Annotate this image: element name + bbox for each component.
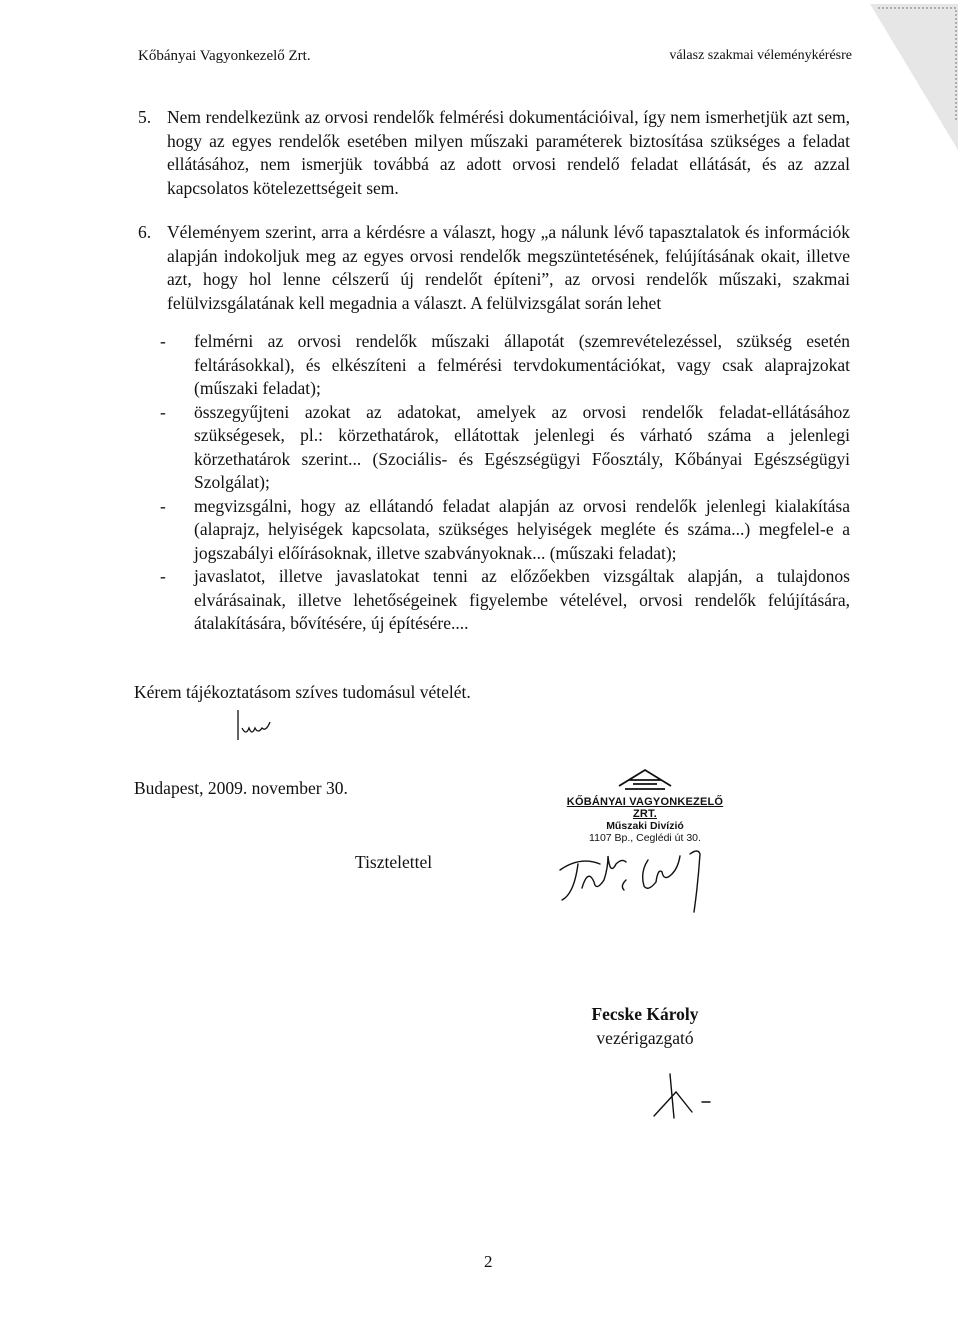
paragraph-5 [138,106,850,200]
closing-sentence: Kérem tájékoztatásom szíves tudomásul vételét. [134,682,471,702]
paragraph-6 [138,221,850,315]
stamp-department: Műszaki Divízió [606,820,684,832]
bullet-dash: - [160,566,166,586]
bullet-list [160,330,850,636]
list-item [160,330,850,401]
header-company: Kőbányai Vagyonkezelő Zrt. [138,48,311,64]
stamp-logo-icon [615,764,675,792]
header-subject: válasz szakmai véleménykérésre [669,48,852,63]
paragraph-number: 6. [138,222,152,242]
bullet-dash: - [160,331,166,351]
place-and-date: Budapest, 2009. november 30. [134,778,348,798]
list-item [160,401,850,495]
list-item [160,565,850,636]
stamp-company: KŐBÁNYAI VAGYONKEZELŐ ZRT. [566,796,724,820]
list-item [160,495,850,566]
initial-mark [640,1072,720,1122]
bullet-text: javaslatot, illetve javaslatokat tenni az előzőekben vizsgáltak alapján, a tulajdonos elvárásainak, illetve lehetőségeinek figyelembe vételével, orvosi rendelők felújítására, átalakítására, bővítésére, új építésére.... [194,566,850,633]
initials-signature [232,706,282,742]
company-stamp [565,760,725,844]
bullet-text: felmérni az orvosi rendelők műszaki állapotát (szemrevételezéssel, szükség esetén feltárásokkal), és elkészíteni a felmérési tervdokumentációkat, vagy csak alaprajzokat (műszaki feladat); [194,331,850,398]
bullet-dash: - [160,401,166,422]
bullet-text: összegyűjteni azokat az adatokat, amelyek az orvosi rendelők feladat-ellátásához szükségesek, pl.: körzethatárok, ellátottak jelenlegi és várható száma a jelenlegi körzethatárok szerint... (Szociális- és Egészségügyi Főosztály, Kőbányai Egészségügyi Szolgálat); [194,401,850,492]
bullet-dash: - [160,495,166,516]
regards-text: Tisztelettel [355,852,433,872]
paragraph-text: Nem rendelkezünk az orvosi rendelők felmérési dokumentációival, így nem ismerhetjük azt sem, hogy az egyes rendelők esetében milyen műszaki paraméterek biztosítása szükséges a feladat ellátásához, nem ismerjük továbbá az adott orvosi rendelő feladat ellátását, és az azzal kapcsolatos kötelezettségeit sem. [167,107,850,198]
stamp-address: 1107 Bp., Ceglédi út 30. [589,832,701,844]
bullet-text: megvizsgálni, hogy az ellátandó feladat alapján az orvosi rendelők jelenlegi kialakítása (alaprajz, helyiségek kapcsolata, szükséges helyiségek megléte és száma...) megfelel-e a jogszabályi előírásoknak, illetve szabványoknak... (műszaki feladat); [194,495,850,563]
signer-block [545,1002,745,1050]
signer-name: Fecske Károly [591,1004,699,1024]
signer-title: vezérigazgató [596,1028,694,1048]
handwritten-signature [552,840,732,920]
paragraph-number: 5. [138,107,152,127]
paragraph-text: Véleményem szerint, arra a kérdésre a választ, hogy „a nálunk lévő tapasztalatok és információk alapján indokoljuk meg az egyes orvosi rendelők megszüntetésének, felújításának okait, illetve azt, hogy hol lenne célszerű új rendelőt építeni”, az orvosi rendelők műszaki, szakmai felülvizsgálatának kell megadnia a választ. A felülvizsgálat során lehet [167,222,850,313]
page-number: 2 [484,1252,493,1271]
scan-corner-artifact [868,0,960,160]
